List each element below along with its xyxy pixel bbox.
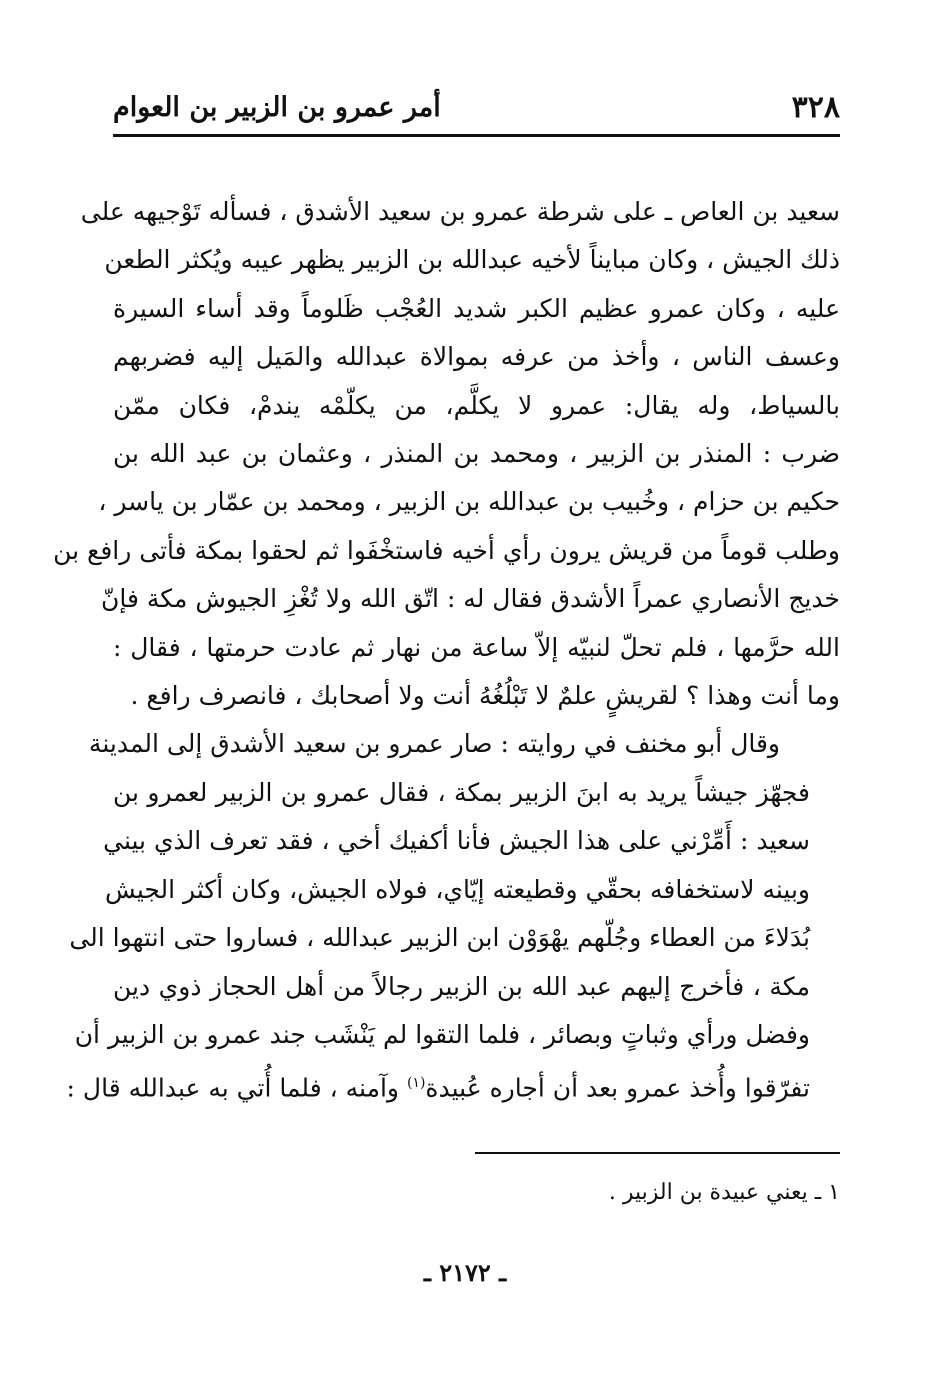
footnote-rule (475, 1152, 840, 1154)
text-line: ضرب : المنذر بن الزبير ، ومحمد بن المنذر ، وعثمان بن عبد الله بن (113, 439, 840, 469)
text-line: سعيد : أَمِّرْني على هذا الجيش فأنا أكفيك أخي ، فقد تعرف الذي بيني (103, 826, 810, 856)
folio-number: ـ ٢١٧٢ ـ (423, 1258, 507, 1287)
text-line: وما أنت وهذا ؟ لقريشٍ علمٌ لا تَبْلُغُهُ أنت ولا أصحابك ، فانصرف رافع . (130, 681, 840, 711)
text-line: الله حرَّمها ، فلم تحلّ لنبيّه إلاّ ساعة من نهار ثم عادت حرمتها ، فقال : (113, 632, 840, 662)
text-line: مكة ، فأخرج إليهم عبد الله بن الزبير رجالاً من أهل الحجاز ذوي دين (113, 971, 810, 1001)
text-line: بُدَلاءَ من العطاء وجُلّهم يهْوَوْن ابن الزبير عبدالله ، فساروا حتى انتهوا الى (69, 923, 810, 953)
text-segment: تفرّقوا وأُخذ عمرو بعد أن أجاره عُبيدة (425, 1073, 810, 1103)
page-number: ٣٢٨ (791, 90, 840, 125)
footnote: ١ ـ يعني عبيدة بن الزبير . (608, 1180, 840, 1205)
header-rule (113, 134, 840, 137)
text-segment: وآمنه ، فلما أُتي به عبدالله قال : (66, 1073, 399, 1103)
paragraph-2 (66, 720, 840, 1113)
text-line: سعيد بن العاص ـ على شرطة عمرو بن سعيد الأشدق ، فسأله تَوْجيهه على (80, 197, 840, 226)
text-line: وفضل ورأي وثباتٍ وبصائر ، فلما التقوا لم يَنْشَب جند عمرو بن الزبير أن (74, 1019, 810, 1049)
text-line: وطلب قوماً من قريش يرون رأي أخيه فاستخْفَوا ثم لحقوا بمكة فأتى رافع بن (53, 535, 840, 565)
paragraph-1 (53, 188, 840, 720)
text-line: حكيم بن حزام ، وخُبيب بن عبدالله بن الزبير ، ومحمد بن عمّار بن ياسر ، (98, 487, 840, 517)
running-title: أمر عمرو بن الزبير بن العوام (113, 92, 441, 123)
text-line: عليه ، وكان عمرو عظيم الكبر شديد العُجْب ظَلوماً وقد أساء السيرة (113, 293, 840, 323)
text-line: خديج الأنصاري عمراً الأشدق فقال له : اتّق الله ولا تُغْزِ الجيوش مكة فإنّ (100, 584, 840, 614)
text-line: بالسياط، وله يقال: عمرو لا يكلَّم، من يكلّمْه يندمْ، فكان ممّن (113, 390, 840, 420)
body-text (53, 188, 840, 1113)
running-header (113, 84, 840, 134)
text-line (66, 1059, 840, 1113)
text-line: ذلك الجيش ، وكان مبايناً لأخيه عبدالله بن الزبير يظهر عيبه ويُكثر الطعن (104, 245, 840, 275)
text-line: وعسف الناس ، وأخذ من عرفه بموالاة عبدالله والمَيل إليه فضربهم (113, 342, 840, 372)
text-line: وبينه لاستخفافه بحقّي وقطيعته إيّاي، فولاه الجيش، وكان أكثر الجيش (104, 874, 810, 904)
text-line: وقال أبو مخنف في روايته : صار عمرو بن سعيد الأشدق إلى المدينة (88, 729, 780, 759)
footnote-reference[interactable]: (١) (406, 1075, 426, 1092)
text-line: فجهّز جيشاً يريد به ابنَ الزبير بمكة ، فقال عمرو بن الزبير لعمرو بن (113, 777, 810, 807)
